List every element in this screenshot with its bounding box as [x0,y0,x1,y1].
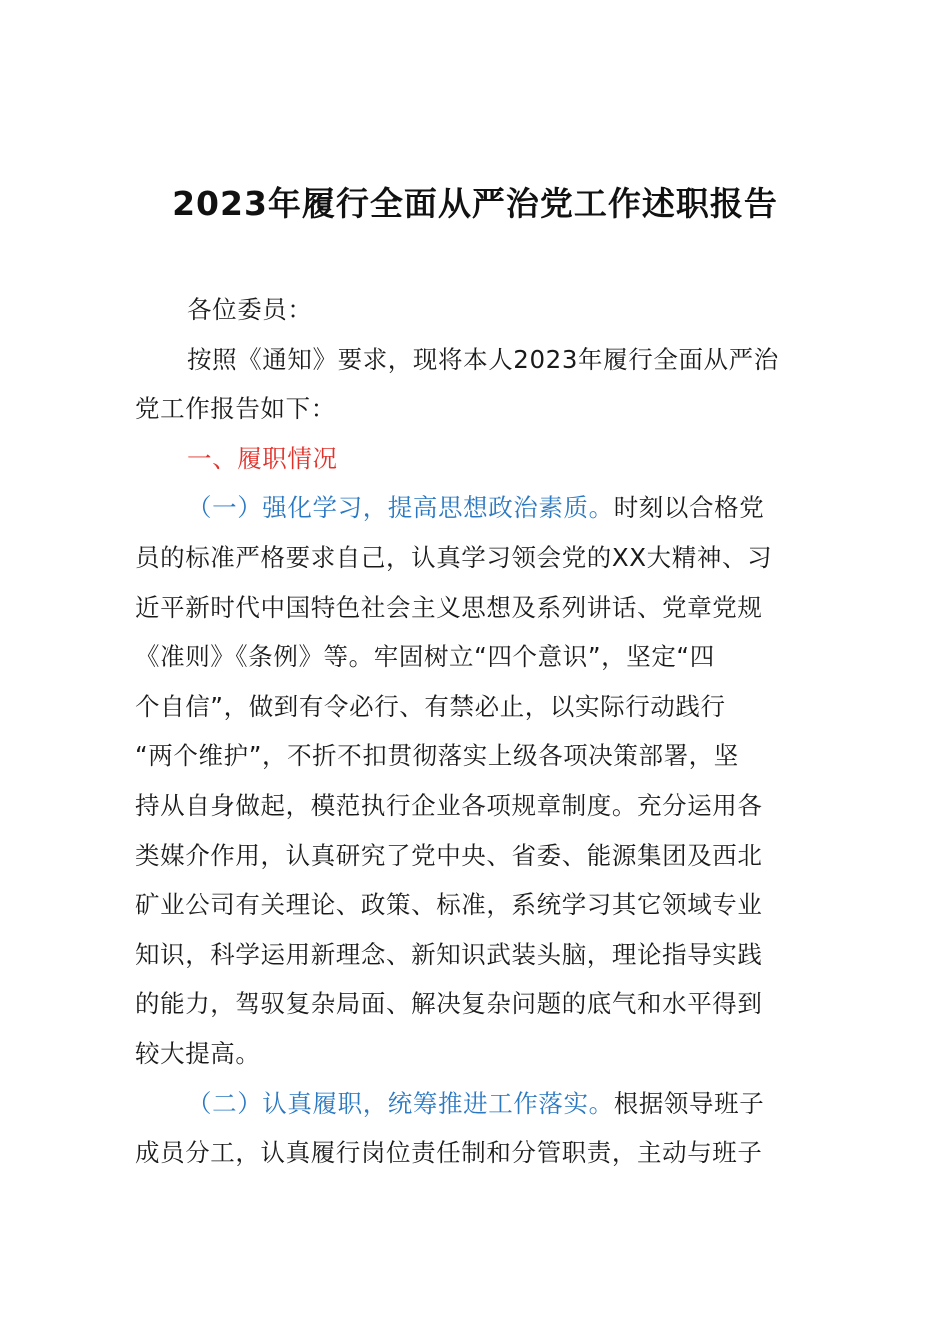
section-heading: 一、履职情况 [187,443,338,473]
subsection-first-line [135,1079,835,1129]
paragraph-line: 持从自身做起，模范执行企业各项规章制度。充分运用各 [135,790,763,820]
paragraph-line: 《准则》《条例》等。牢固树立“四个意识”，坚定“四 [135,642,715,672]
subsection-first-line [135,483,835,533]
document-title: 2023年履行全面从严治党工作述职报告 [172,184,778,223]
paragraph-line: 类媒介作用，认真研究了党中央、省委、能源集团及西北 [135,840,763,870]
intro-line: 党工作报告如下： [135,394,336,424]
paragraph-line: 成员分工，认真履行岗位责任制和分管职责，主动与班子 [135,1138,763,1168]
paragraph-line: 近平新时代中国特色社会主义思想及系列讲话、党章党规 [135,592,763,622]
paragraph-line: 员的标准严格要求自己，认真学习领会党的XX大精神、习 [135,542,773,572]
intro-line: 按照《通知》要求，现将本人2023年履行全面从严治 [187,344,779,374]
paragraph-line: 较大提高。 [135,1038,261,1068]
document-body [135,285,835,1178]
paragraph-line: 知识，科学运用新理念、新知识武装头脑，理论指导实践 [135,939,763,969]
paragraph-text: 时刻以合格党 [613,493,765,523]
paragraph-line: 的能力，驾驭复杂局面、解决复杂问题的底气和水平得到 [135,989,763,1019]
subsection-heading: （一）强化学习，提高思想政治素质。 [187,493,614,523]
salutation: 各位委员： [187,295,313,324]
paragraph-line: “两个维护”，不折不扣贯彻落实上级各项决策部署，坚 [135,741,739,771]
subsection-heading: （二）认真履职，统筹推进工作落实。 [187,1088,614,1118]
paragraph-line: 个自信”，做到有令必行、有禁必止，以实际行动践行 [135,691,726,721]
paragraph-text: 根据领导班子 [613,1088,765,1118]
paragraph-line: 矿业公司有关理论、政策、标准，系统学习其它领域专业 [135,890,763,920]
